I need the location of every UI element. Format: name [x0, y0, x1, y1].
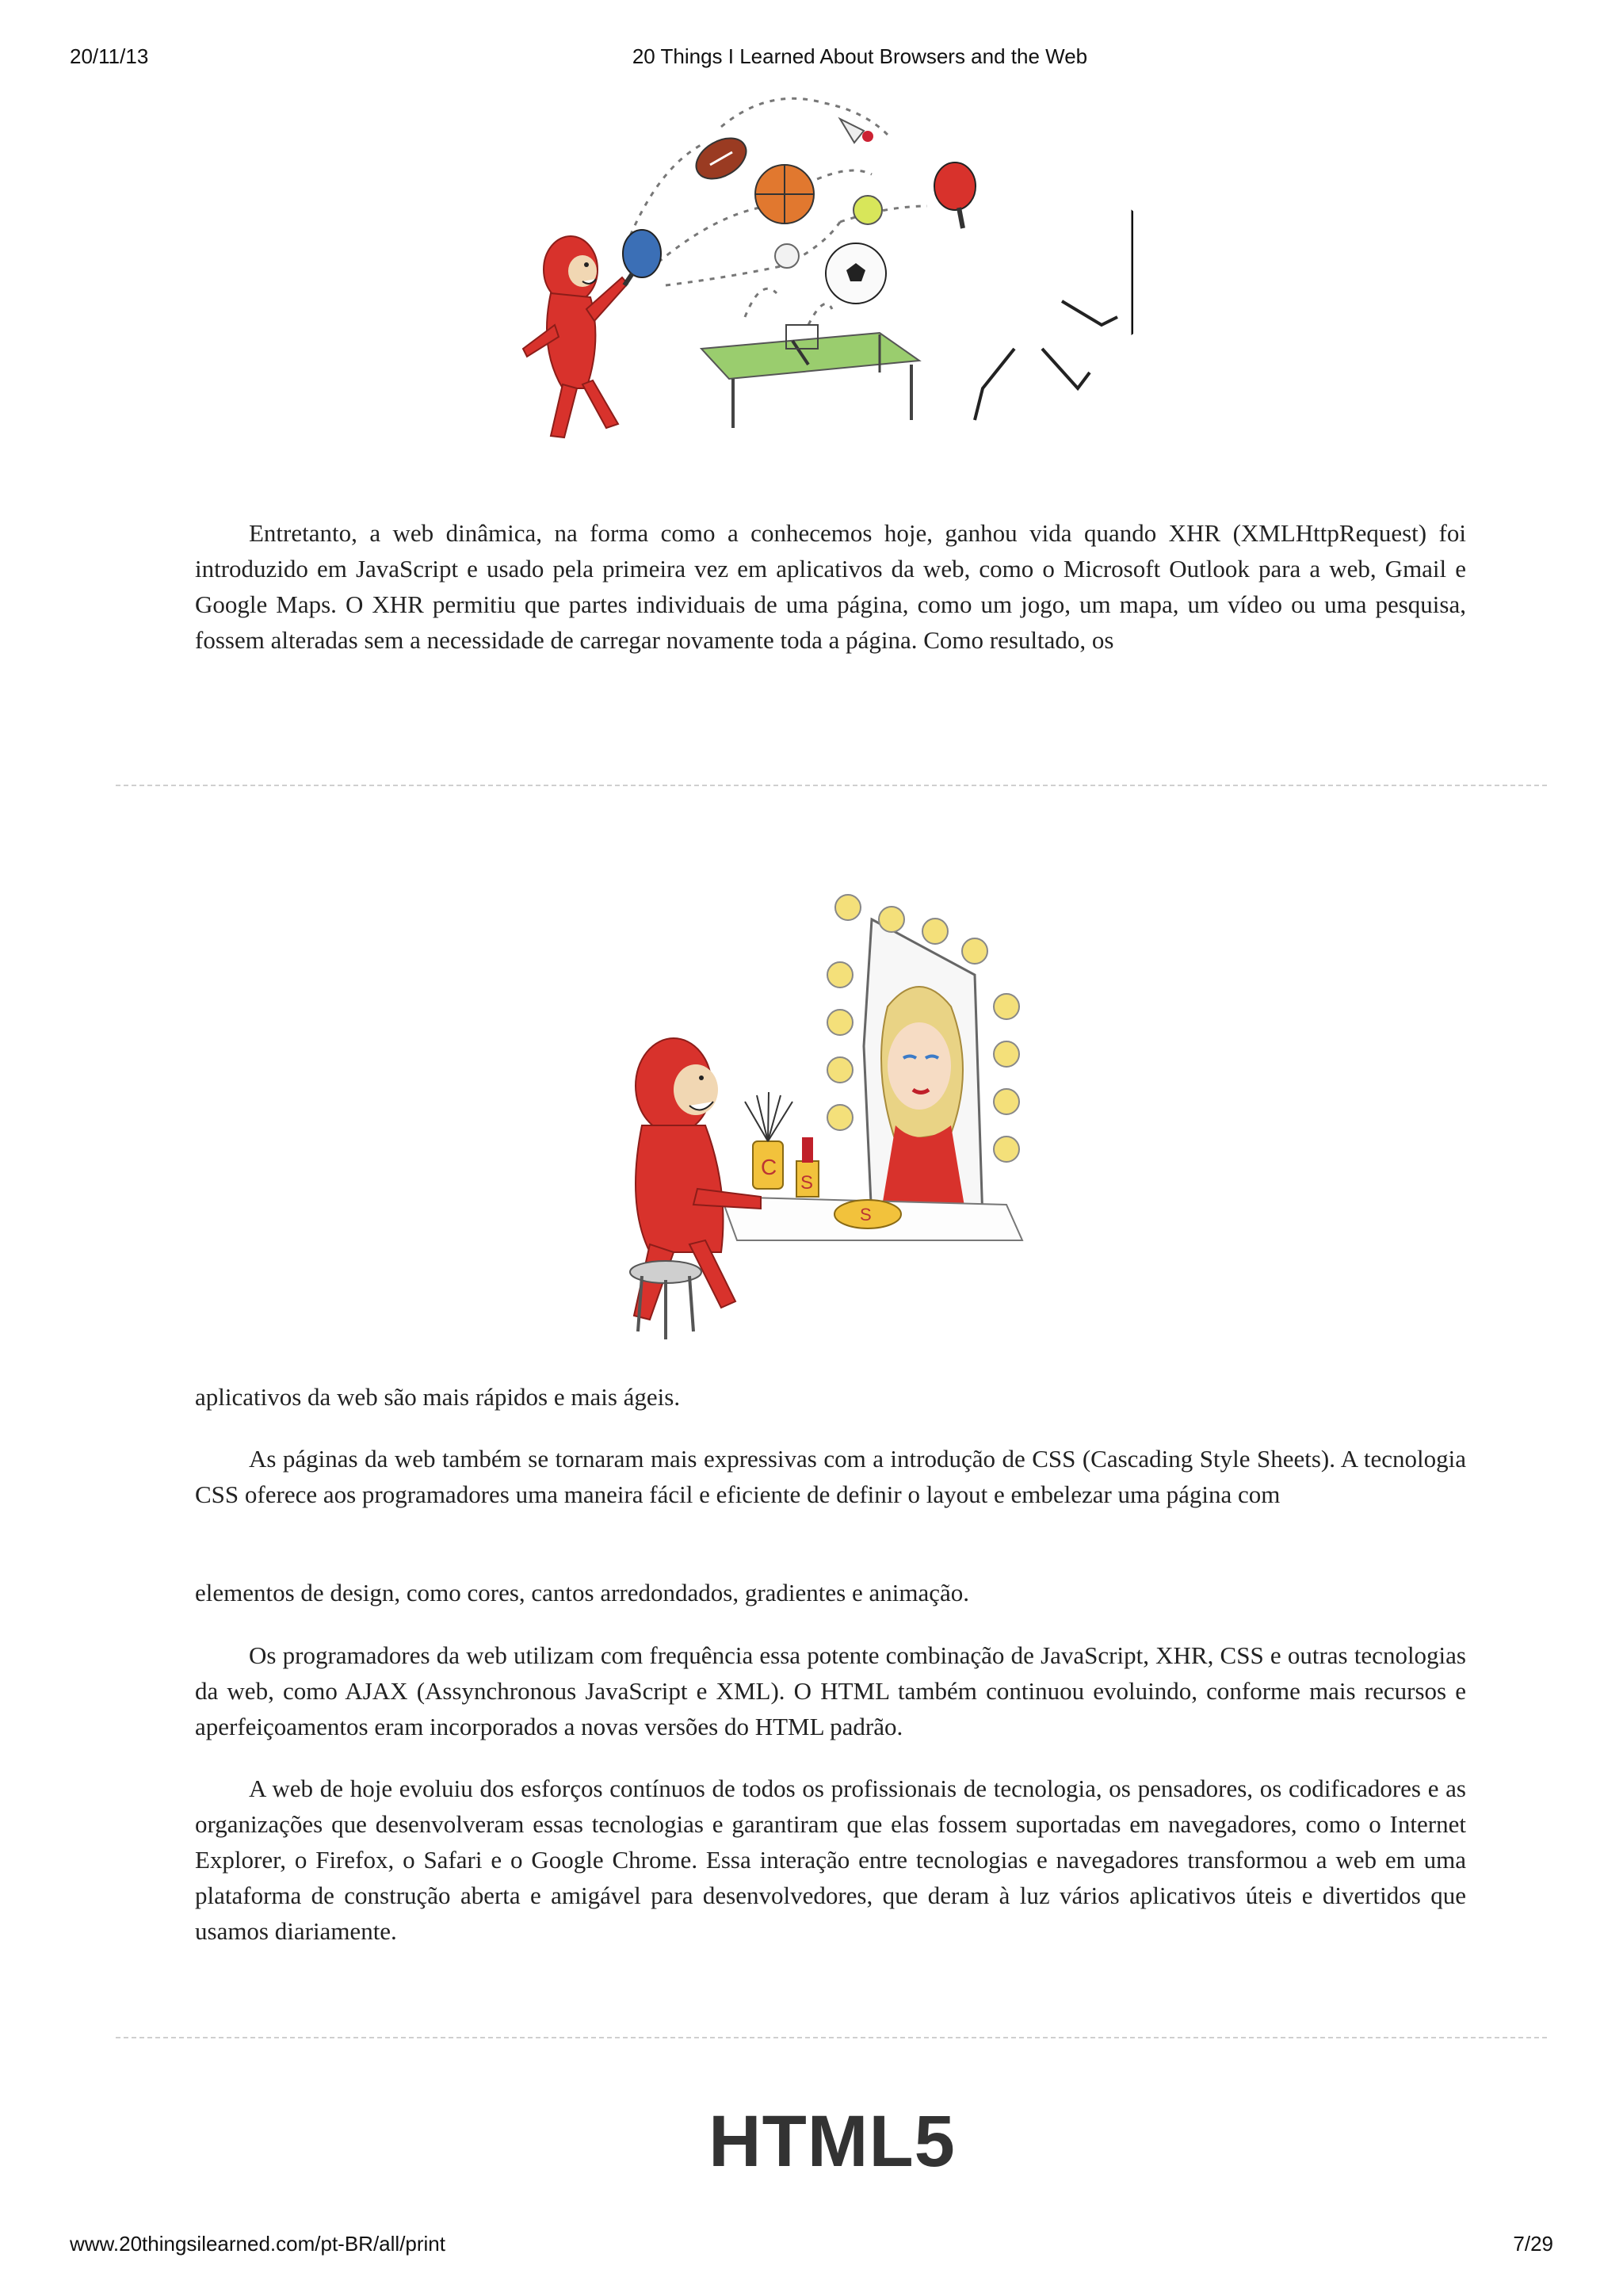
- section-divider: [116, 2037, 1547, 2038]
- section-heading: HTML5: [708, 2101, 956, 2182]
- section-divider: [116, 785, 1547, 786]
- footer-url: www.20thingsilearned.com/pt-BR/all/print: [70, 2232, 445, 2256]
- paragraph-ajax: Os programadores da web utilizam com frequência essa potente combinação de JavaScript, XHR, CSS e outras tecnologias da web, como AJAX (Assynchronous JavaScript e XML). O HTML também continuou evoluindo, conforme mais recursos e aperfeiçoamentos eram incorporados a novas versões do HTML padrão.: [195, 1641, 1466, 1740]
- svg-text:C: C: [761, 1155, 777, 1179]
- ping-pong-sports-balls-illustration: [507, 87, 1133, 460]
- paragraph-web-today: A web de hoje evoluiu dos esforços contínuos de todos os profissionais de tecnologia, os pensadores, os codificadores e as organizações que desenvolveram essas tecnologias e garantiram que elas fossem suportadas em navegadores, como o Internet Explorer, o Firefox, o Safari e o Google Chrome. Essa interação entre tecnologias e navegadores transformou a web em uma plataforma de construção aberta e amigável para desenvolvedores, que deram à luz vários aplicativos úteis e divertidos que usamos diariamente.: [195, 1775, 1466, 1945]
- footer-page-number: 7/29: [1513, 2232, 1553, 2256]
- paragraph-xhr: Entretanto, a web dinâmica, na forma como a conhecemos hoje, ganhou vida quando XHR (XMLHttpRequest) foi introduzido em JavaScript e usado pela primeira vez em aplicativos da web, como o Microsoft Outlook para a web, Gmail e Google Maps. O XHR permitiu que partes individuais de uma página, como um jogo, um mapa, um vídeo ou uma pesquisa, fossem alteradas sem a necessidade de carregar novamente toda a página. Como resultado, os: [195, 519, 1466, 654]
- header-date: 20/11/13: [70, 44, 149, 68]
- paragraph-design-elements: elementos de design, como cores, cantos arredondados, gradientes e animação.: [195, 1579, 969, 1606]
- header-title: 20 Things I Learned About Browsers and the Web: [632, 44, 1088, 68]
- paragraph-css: As páginas da web também se tornaram mais expressivas com a introdução de CSS (Cascading Style Sheets). A tecnologia CSS oferece aos programadores uma maneira fácil e eficiente de definir o layout e embelezar uma página com: [195, 1445, 1466, 1508]
- svg-text:S: S: [860, 1205, 872, 1224]
- svg-text:S: S: [800, 1172, 814, 1194]
- paragraph-continuation: aplicativos da web são mais rápidos e mais ágeis.: [195, 1383, 681, 1411]
- vanity-mirror-lights-icon: [602, 888, 1046, 1363]
- sports-balls-table-tennis-icon: [507, 87, 1133, 460]
- makeup-mirror-css-illustration: [602, 888, 1046, 1363]
